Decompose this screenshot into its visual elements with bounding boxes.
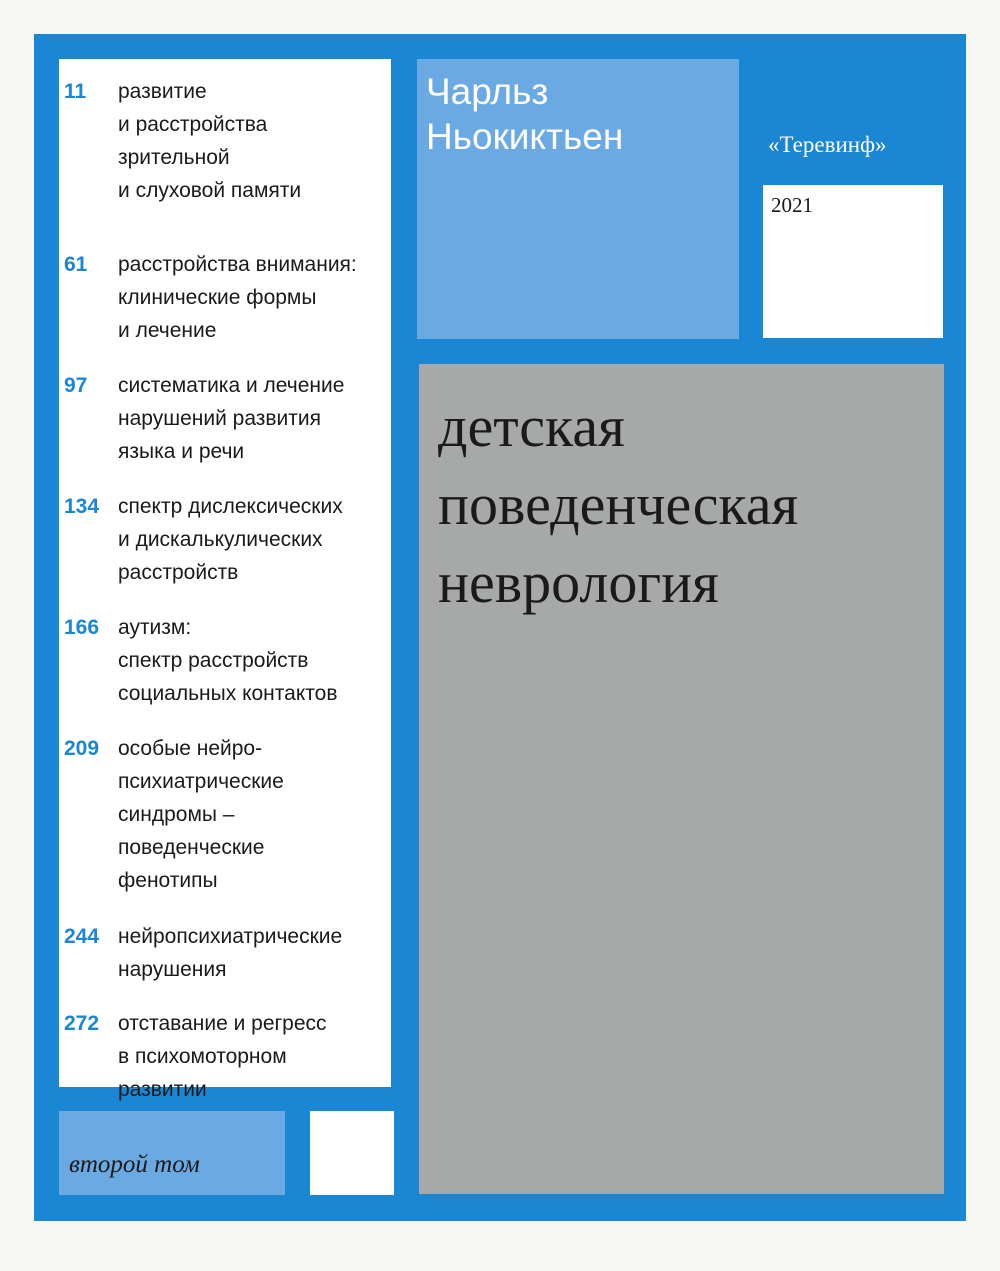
title-box [419, 364, 944, 1194]
toc-page-number: 209 [64, 737, 100, 760]
toc-chapter-title: нейропсихиатрические нарушения [118, 925, 343, 981]
volume-box [59, 1111, 285, 1195]
toc-chapter-title: отставание и регресс в психомоторном развитии [118, 1012, 327, 1101]
toc-page-number: 61 [64, 253, 88, 276]
book-cover [34, 34, 966, 1221]
author-name: Чарльз Ньокиктьен [426, 71, 624, 157]
toc-chapter-title: систематика и лечение нарушений развития языка и речи [118, 374, 345, 463]
table-of-contents [59, 59, 391, 1101]
toc-chapter-title: особые нейро- психиатрические синдромы – поведенческие фенотипы [118, 737, 284, 892]
book-title: детская поведенческая неврология [438, 394, 799, 615]
toc-page-number: 244 [64, 925, 100, 948]
toc-page-number: 134 [64, 495, 100, 518]
toc-page-number: 272 [64, 1012, 100, 1035]
publisher-name: «Теревинф» [768, 132, 887, 157]
publication-year: 2021 [771, 193, 813, 217]
volume-label: второй том [69, 1151, 200, 1178]
toc-chapter-title: спектр дислексических и дискалькулических расстройств [118, 495, 343, 584]
toc-page-number: 166 [64, 616, 100, 639]
toc-chapter-title: развитие и расстройства зрительной и слуховой памяти [118, 80, 302, 202]
toc-page-number: 11 [64, 80, 87, 103]
toc-page-number: 97 [64, 374, 88, 397]
toc-chapter-title: аутизм: спектр расстройств социальных контактов [118, 616, 338, 705]
author-box [417, 59, 739, 339]
toc-chapter-title: расстройства внимания: клинические формы и лечение [118, 253, 357, 342]
year-box [763, 185, 943, 338]
decorative-white-square [310, 1111, 394, 1195]
